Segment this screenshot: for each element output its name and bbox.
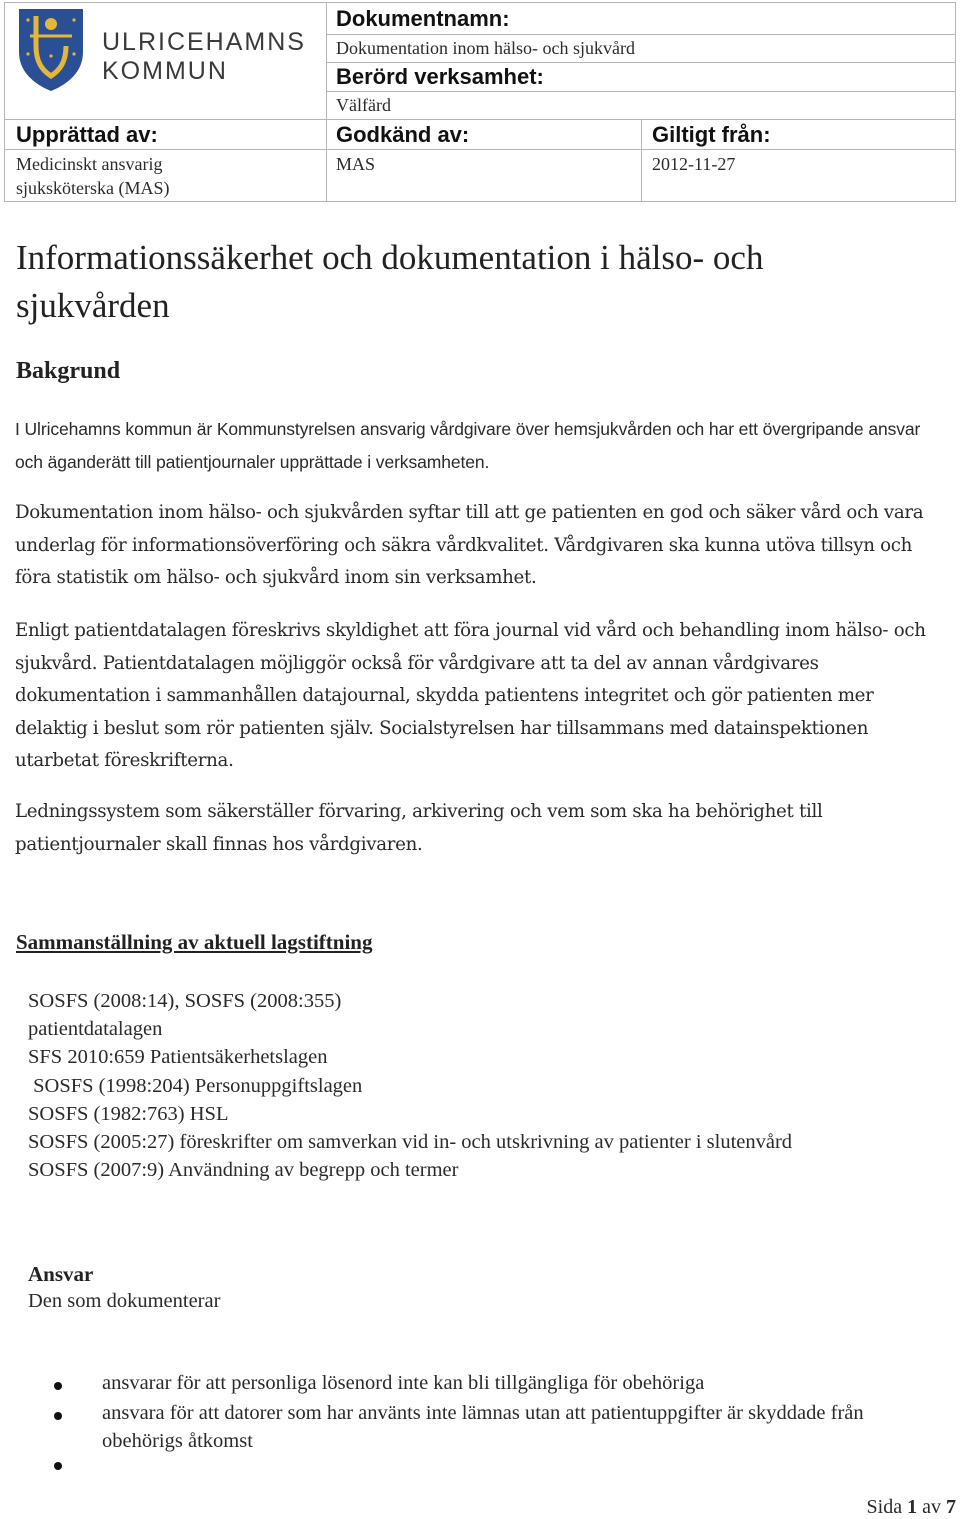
page-total: 7 — [946, 1496, 956, 1518]
page-current: 1 — [907, 1496, 918, 1518]
paragraph-1: I Ulricehamns kommun är Kommunstyrelsen ansvarig vårdgivare över hemsjukvården och har ett övergripande ansvar och äganderätt till patientjournaler upprättade i verksamheten. — [15, 419, 921, 472]
table-border-right — [955, 2, 956, 202]
bullet-dot — [54, 1462, 62, 1470]
table-border-bottom — [4, 201, 956, 202]
valid-from-label: Giltigt från: — [652, 122, 771, 147]
page-word: Sida — [866, 1496, 903, 1518]
document-header — [4, 2, 956, 202]
legislation-item: SFS 2010:659 Patientsäkerhetslagen — [28, 1046, 328, 1069]
table-line — [326, 34, 956, 35]
dept-label: Berörd verksamhet: — [336, 64, 544, 89]
legislation-heading: Sammanställning av aktuell lagstiftning — [16, 930, 373, 954]
coat-of-arms-logo — [16, 6, 86, 92]
prepared-label: Upprättad av: — [16, 122, 158, 147]
logo-text-line1: ULRICEHAMNS — [102, 28, 306, 56]
paragraph-2: Dokumentation inom hälso- och sjukvården syftar till att ge patienten en god och säker vård och vara underlag för informationsöverföring och säkra vårdkvalitet. Vårdgivaren ska kunna utöva tillsyn och föra statistik om hälso- och sjukvård inom sin verksamhet. — [15, 502, 924, 588]
responsibility-heading: Ansvar — [28, 1262, 94, 1286]
page-number — [867, 1496, 956, 1519]
bullet-dot — [54, 1412, 62, 1420]
legislation-item: SOSFS (2005:27) föreskrifter om samverkan vid in- och utskrivning av patienter i slutenvård — [28, 1131, 793, 1154]
legislation-item: patientdatalagen — [28, 1018, 163, 1041]
prepared-value-line1: Medicinskt ansvarig — [16, 154, 163, 174]
table-line — [641, 119, 642, 202]
table-border-top — [4, 2, 956, 3]
table-line — [326, 2, 327, 202]
municipality-name — [102, 28, 306, 86]
bullet-dot — [54, 1382, 62, 1390]
logo-text-line2: KOMMUN — [102, 57, 228, 85]
table-line — [326, 91, 956, 92]
prepared-value-line2: sjuksköterska (MAS) — [16, 178, 170, 198]
paragraph-3: Enligt patientdatalagen föreskrivs skyldighet att föra journal vid vård och behandling inom hälso- och sjukvård. Patientdatalagen möjliggör också för vårdgivare att ta del av annan vårdgivares dokumentation i sammanhållen datajournal, skydda patientens integritet och gör patienten mer delaktig i beslut som rör patienten själv. Socialstyrelsen har tillsammans med datainspektionen utarbetat föreskrifterna. — [15, 620, 926, 771]
legislation-item: SOSFS (2007:9) Användning av begrepp och termer — [28, 1159, 459, 1182]
dept-value: Välfärd — [336, 95, 391, 115]
legislation-item: SOSFS (1998:204) Personuppgiftslagen — [28, 1074, 363, 1097]
doc-name-label: Dokumentnamn: — [336, 6, 510, 31]
bullet-item: ansvara för att datorer som har använts inte lämnas utan att patientuppgifter är skyddade från obehörigs åtkomst — [102, 1402, 864, 1452]
legislation-item: SOSFS (2008:14), SOSFS (2008:355) — [28, 990, 342, 1012]
page-of: av — [922, 1496, 941, 1518]
document-title: Informationssäkerhet och dokumentation i hälso- och sjukvården — [16, 238, 764, 325]
legislation-list — [28, 987, 888, 1184]
valid-from-value: 2012-11-27 — [652, 154, 736, 174]
approved-value: MAS — [336, 154, 376, 174]
table-border-left — [4, 2, 5, 202]
table-line — [4, 149, 956, 150]
paragraph-4: Ledningssystem som säkerställer förvaring, arkivering och vem som ska ha behörighet till patientjournaler skall finnas hos vårdgivaren. — [15, 801, 823, 855]
bullet-item: ansvarar för att personliga lösenord inte kan bli tillgängliga för obehöriga — [102, 1372, 705, 1394]
table-line — [326, 62, 956, 63]
legislation-item: SOSFS (1982:763) HSL — [28, 1102, 229, 1125]
responsibility-subtitle: Den som dokumenterar — [28, 1290, 221, 1312]
background-heading: Bakgrund — [16, 358, 121, 384]
prepared-value — [16, 152, 170, 200]
table-line — [4, 119, 956, 120]
approved-label: Godkänd av: — [336, 122, 470, 147]
doc-name-value: Dokumentation inom hälso- och sjukvård — [336, 38, 635, 58]
